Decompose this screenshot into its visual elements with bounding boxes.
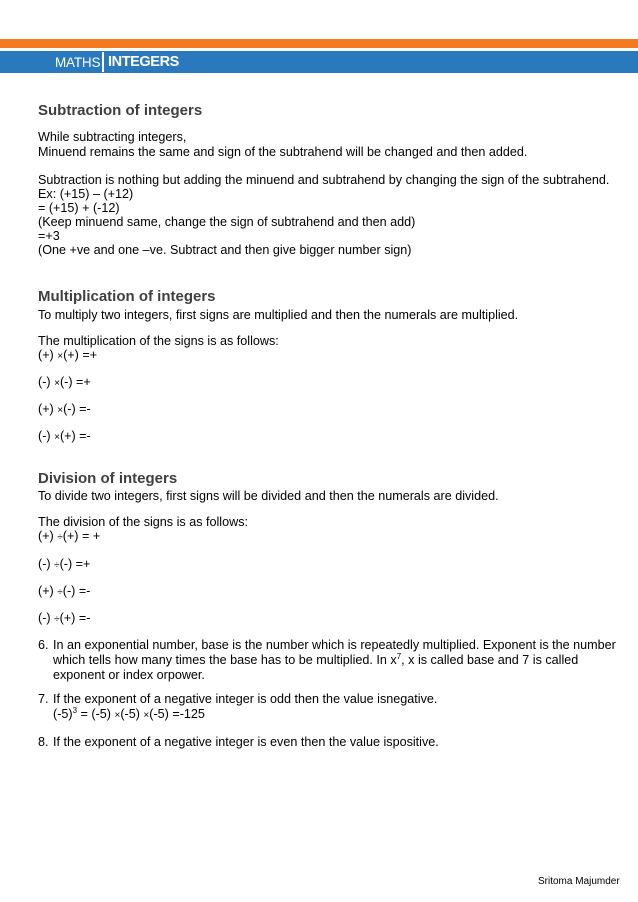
point-body bbox=[53, 735, 613, 750]
point-number: 8. bbox=[38, 735, 49, 749]
subtraction-text: Minuend remains the same and sign of the subtrahend will be changed and then added. bbox=[38, 145, 528, 159]
subtraction-example-line: (One +ve and one –ve. Subtract and then give bigger number sign) bbox=[38, 243, 412, 257]
rule-right: (-) =- bbox=[62, 584, 91, 598]
multiplication-rule bbox=[38, 348, 97, 364]
rule-right: (-) =- bbox=[63, 402, 91, 416]
header-divider bbox=[102, 52, 104, 72]
rule-left: (+) bbox=[38, 584, 58, 598]
point-number: 7. bbox=[38, 692, 49, 706]
times-symbol: × bbox=[54, 378, 60, 389]
rule-right: (+) = + bbox=[62, 529, 101, 543]
subtraction-example-line: = (+15) + (-12) bbox=[38, 201, 120, 215]
times-symbol: × bbox=[143, 710, 150, 721]
point-text bbox=[53, 653, 613, 668]
exponent: 7 bbox=[396, 652, 402, 661]
point-text-part: (-5) bbox=[53, 707, 73, 721]
rule-left: (+) bbox=[38, 529, 58, 543]
times-symbol: × bbox=[54, 432, 60, 443]
division-heading: Division of integers bbox=[38, 470, 178, 487]
header-subject: MATHS bbox=[55, 55, 101, 70]
point-text-part: = (-5) bbox=[77, 707, 115, 721]
numbered-point bbox=[38, 638, 616, 686]
numbered-point bbox=[38, 692, 598, 724]
point-text-part: , x is called base and 7 is called bbox=[401, 653, 579, 667]
rule-right: (+) =+ bbox=[63, 348, 98, 362]
division-rule bbox=[38, 529, 100, 545]
point-text: If the exponent of a negative integer is odd then the value isnegative. bbox=[53, 692, 438, 706]
multiplication-rules-intro: The multiplication of the signs is as follows: bbox=[38, 334, 279, 348]
division-rule bbox=[38, 584, 90, 600]
multiplication-rule bbox=[38, 375, 91, 391]
multiplication-heading: Multiplication of integers bbox=[38, 288, 216, 305]
point-text: In an exponential number, base is the number which is repeatedly multiplied. Exponent is the number bbox=[53, 638, 616, 652]
multiplication-intro: To multiply two integers, first signs are multiplied and then the numerals are multiplied. bbox=[38, 308, 519, 322]
exponent: 3 bbox=[72, 706, 78, 715]
multiplication-rule bbox=[38, 402, 91, 418]
times-symbol: × bbox=[57, 351, 64, 362]
subtraction-text: Subtraction is nothing but adding the minuend and subtrahend by changing the sign of the subtrahend. bbox=[38, 173, 610, 187]
divide-symbol: ÷ bbox=[54, 614, 60, 625]
point-text: If the exponent of a negative integer is even then the value ispositive. bbox=[53, 735, 439, 749]
times-symbol: × bbox=[114, 710, 121, 721]
subtraction-example-line: Ex: (+15) – (+12) bbox=[38, 187, 134, 201]
header-orange-stripe bbox=[0, 39, 638, 48]
header-topic: INTEGERS bbox=[108, 54, 179, 70]
point-text-part: (-5) =-125 bbox=[149, 707, 205, 721]
rule-right: (+) =- bbox=[59, 429, 91, 443]
divide-symbol: ÷ bbox=[57, 587, 63, 598]
divide-symbol: ÷ bbox=[54, 560, 60, 571]
divide-symbol: ÷ bbox=[57, 532, 63, 543]
division-rules-intro: The division of the signs is as follows: bbox=[38, 515, 248, 529]
point-body bbox=[53, 692, 613, 723]
rule-left: (+) bbox=[38, 402, 58, 416]
rule-left: (-) bbox=[38, 557, 55, 571]
subtraction-example-line: (Keep minuend same, change the sign of subtrahend and then add) bbox=[38, 215, 416, 229]
subtraction-heading: Subtraction of integers bbox=[38, 102, 203, 119]
times-symbol: × bbox=[57, 405, 64, 416]
point-text-part: which tells how many times the base has to be multiplied. In x bbox=[53, 653, 397, 667]
rule-left: (-) bbox=[38, 611, 55, 625]
point-text-part: (-5) bbox=[120, 707, 144, 721]
subtraction-example-line: =+3 bbox=[38, 229, 60, 243]
point-number: 6. bbox=[38, 638, 49, 652]
point-text bbox=[53, 707, 613, 723]
point-body bbox=[53, 638, 616, 683]
division-intro: To divide two integers, first signs will be divided and then the numerals are divided. bbox=[38, 489, 499, 503]
rule-right: (-) =+ bbox=[59, 557, 91, 571]
point-text: exponent or index orpower. bbox=[53, 668, 205, 682]
rule-right: (-) =+ bbox=[59, 375, 91, 389]
division-rule bbox=[38, 557, 90, 573]
rule-left: (-) bbox=[38, 429, 55, 443]
rule-right: (+) =- bbox=[59, 611, 91, 625]
rule-left: (+) bbox=[38, 348, 58, 362]
division-rule bbox=[38, 611, 90, 627]
multiplication-rule bbox=[38, 429, 91, 445]
footer-author: Sritoma Majumder bbox=[538, 876, 620, 887]
subtraction-text: While subtracting integers, bbox=[38, 130, 187, 144]
rule-left: (-) bbox=[38, 375, 55, 389]
numbered-point bbox=[38, 735, 598, 751]
